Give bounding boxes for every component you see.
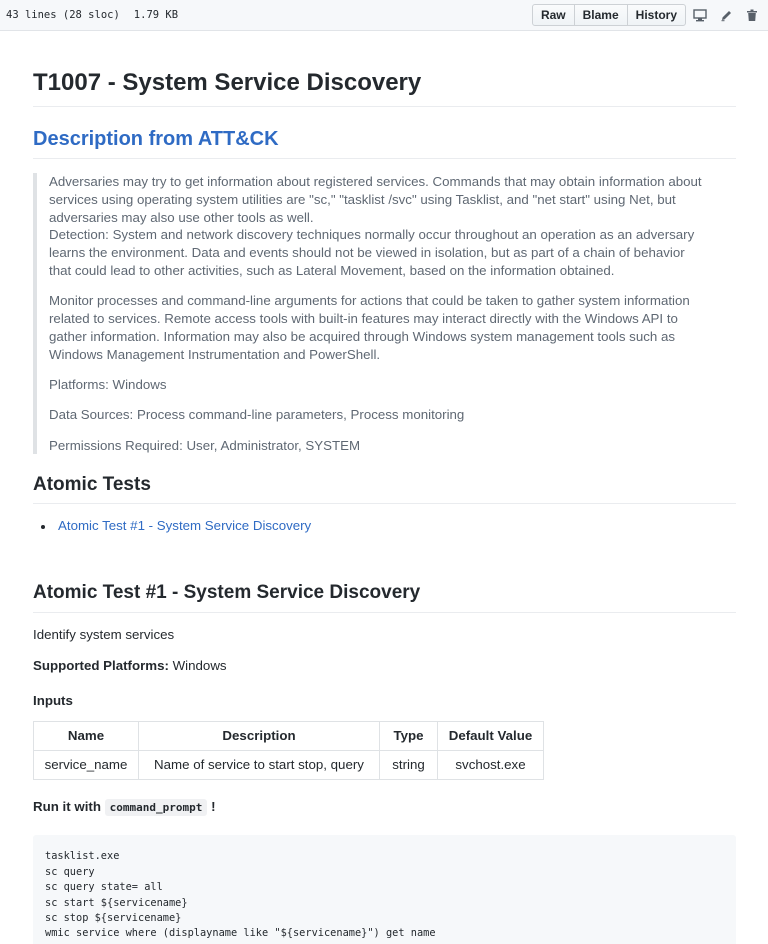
history-button[interactable]: History (627, 4, 686, 26)
code-line: wmic service where (displayname like "${servicename}") get name (45, 927, 436, 940)
run-prefix: Run it with (33, 799, 101, 815)
quote-line: services using operating system utilities are "sc," "tasklist /svc" using Tasklist, and "net start" using Net, but (49, 191, 676, 207)
command-code-block (33, 835, 736, 944)
page-title: T1007 - System Service Discovery (33, 69, 736, 107)
list-item (58, 517, 736, 535)
quote-line: learns the environment. Data and events should not be viewed in isolation, but as part of a chain of behavior (49, 245, 685, 261)
column-header-description: Description (139, 722, 380, 751)
description-paragraph-1 (49, 173, 736, 280)
inputs-heading: Inputs (33, 693, 73, 709)
code-line: sc stop ${servicename} (45, 911, 182, 924)
table-cell: string (380, 751, 438, 780)
inputs-table (33, 721, 544, 780)
code-line: sc start ${servicename} (45, 896, 188, 909)
file-header (0, 0, 768, 31)
table-cell: service_name (34, 751, 139, 780)
quote-line: Monitor processes and command-line arguments for actions that could be taken to gather system information (49, 293, 690, 309)
quote-line: Windows Management Instrumentation and PowerShell. (49, 346, 381, 362)
atomic-tests-heading: Atomic Tests (33, 473, 736, 504)
platforms-text: Platforms: Windows (49, 376, 167, 392)
description-heading: Description from ATT&CK (33, 127, 736, 159)
permissions-text: Permissions Required: User, Administrator, SYSTEM (49, 437, 361, 453)
test-summary: Identify system services (33, 627, 175, 643)
pencil-icon[interactable] (714, 4, 738, 26)
description-paragraph-2 (49, 292, 736, 363)
code-line: tasklist.exe (45, 850, 120, 863)
table-row (34, 751, 544, 780)
trash-icon[interactable] (740, 4, 764, 26)
file-info (0, 9, 192, 21)
desktop-icon[interactable] (688, 4, 712, 26)
blame-button[interactable]: Blame (574, 4, 628, 26)
atomic-tests-list (33, 517, 736, 535)
line-count: 43 lines (28 sloc) (6, 9, 120, 21)
data-sources-text: Data Sources: Process command-line parameters, Process monitoring (49, 407, 465, 423)
supported-platforms-label: Supported Platforms: (33, 658, 169, 674)
readme-content (33, 31, 736, 944)
quote-line: that could lead to other activities, such as Lateral Movement, based on the information obtained. (49, 262, 615, 278)
quote-line: Detection: System and network discovery techniques normally occur throughout an operation as an adversary (49, 227, 695, 243)
file-size: 1.79 KB (133, 9, 179, 21)
code-line: sc query (45, 865, 95, 878)
run-instructions (33, 797, 736, 818)
quote-line: Adversaries may try to get information about registered services. Commands that may obtain information about (49, 174, 702, 189)
quote-line: gather information. Information may also be acquired through Windows system management tools such as (49, 328, 676, 344)
code-line: sc query state= all (45, 881, 163, 894)
atomic-test-1-link[interactable]: Atomic Test #1 - System Service Discovery (58, 518, 312, 534)
run-suffix: ! (211, 799, 216, 815)
supported-platforms-value: Windows (168, 658, 227, 674)
table-header-row (34, 722, 544, 751)
description-quote (33, 173, 736, 454)
column-header-type: Type (380, 722, 438, 751)
raw-button[interactable]: Raw (532, 4, 575, 26)
quote-line: adversaries may also use other tools as well. (49, 209, 314, 225)
quote-line: related to services. Remote access tools with built-in features may interact directly with the Windows API to (49, 311, 678, 327)
column-header-name: Name (34, 722, 139, 751)
file-view-buttons (532, 4, 686, 26)
executor-code: command_prompt (105, 799, 208, 816)
atomic-test-1-heading: Atomic Test #1 - System Service Discovery (33, 581, 736, 613)
column-header-default-value: Default Value (438, 722, 544, 751)
supported-platforms (33, 657, 736, 675)
file-actions (532, 4, 764, 26)
table-cell: svchost.exe (438, 751, 544, 780)
table-cell: Name of service to start stop, query (139, 751, 380, 780)
